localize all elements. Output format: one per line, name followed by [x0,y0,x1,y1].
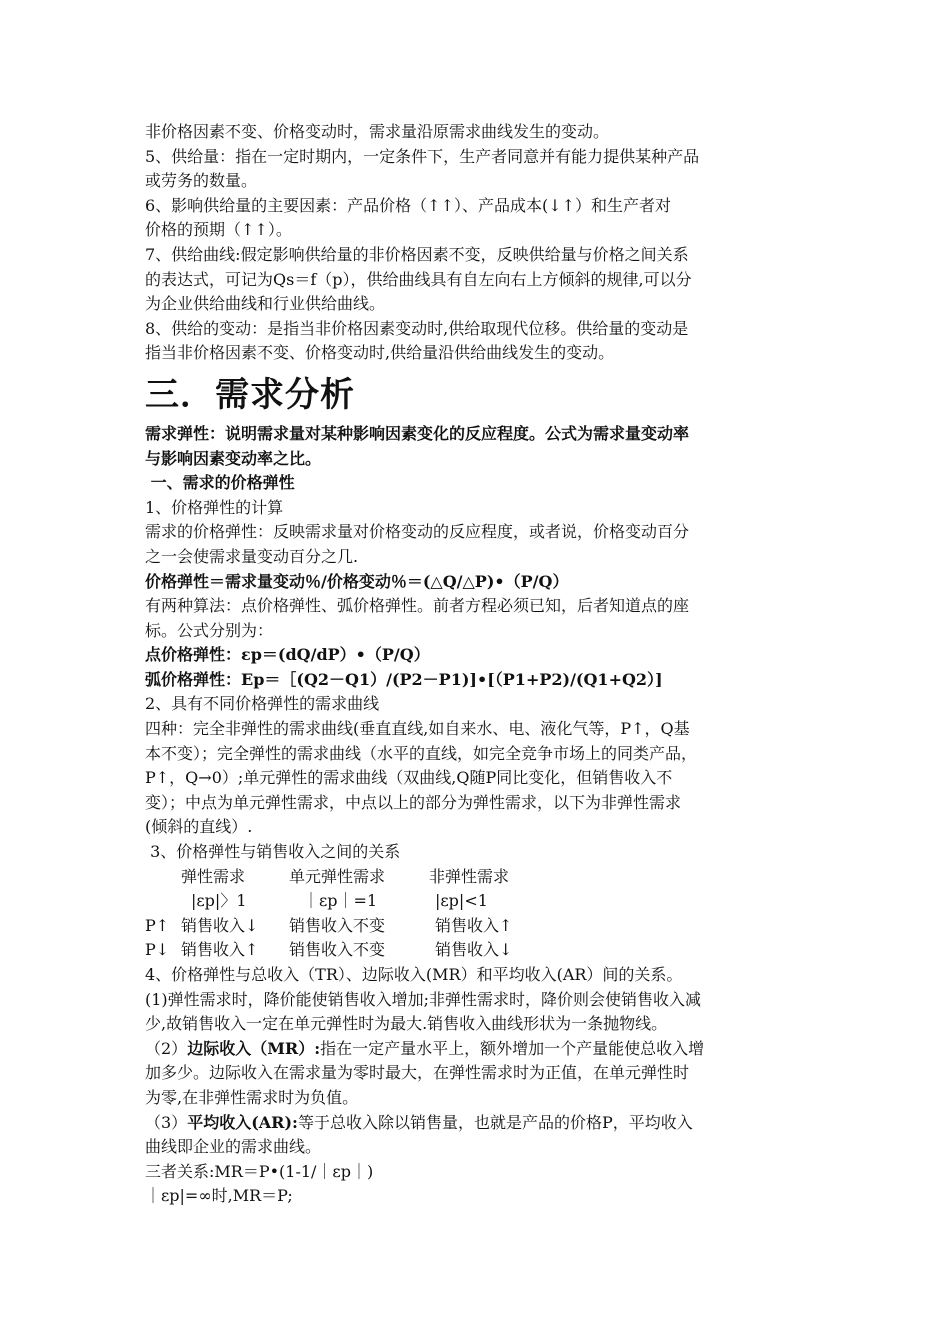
table-row-label: P↓ [145,940,170,960]
term-definition: 指在一定产量水平上，额外增加一个产量能使总收入增 [320,1038,705,1058]
text-line: 非价格因素不变、价格变动时，需求量沿原需求曲线发生的变动。 [145,122,610,141]
table-cell: 销售收入不变 [289,940,386,960]
text-line: 价格的预期（↑↑）。 [145,220,292,240]
text-line [145,1037,815,1062]
table-cell [145,865,181,890]
term-average-revenue: 平均收入(AR): [187,1112,298,1132]
definition-line: 需求弹性：说明需求量对某种影响因素变化的反应程度。公式为需求量变动率 [145,423,690,443]
formula-line: 三者关系:MR＝P•(1-1/｜εp｜) [145,1161,374,1181]
table-row [145,914,559,939]
table-cell: |εp|<1 [435,891,488,911]
table-header-row [145,865,559,890]
subheading: 一、需求的价格弹性 [145,473,295,493]
text-line: 指当非价格因素不变、价格变动时,供给量沿供给曲线发生的变动。 [145,343,615,363]
text-line: 为企业供给曲线和行业供给曲线。 [145,294,386,314]
text-line: 之一会使需求量变动百分之几. [145,546,359,566]
table-row [145,889,559,914]
text-line: 1、价格弹性的计算 [145,497,284,517]
table-cell: 销售收入↑ [181,940,259,960]
table-cell: |εp|〉1 [191,891,247,911]
table-header-cell: 单元弹性需求 [289,866,386,886]
formula-line: 弧价格弹性：Ep＝［(Q2－Q1）/(P2－P1)]•[（P1+P2)/(Q1+Q2）] [145,669,663,689]
table-cell: 销售收入↓ [181,915,259,935]
text-line: 7、供给曲线:假定影响供给量的非价格因素不变，反映供给量与价格之间关系 [145,244,689,264]
section-heading: 三．需求分析 [145,374,355,415]
text-line: 曲线即企业的需求曲线。 [145,1137,322,1157]
text-line: 3、价格弹性与销售收入之间的关系 [145,842,401,862]
item-number: （2） [145,1038,188,1058]
text-line: 4、价格弹性与总收入（TR）、边际收入(MR）和平均收入(AR）间的关系。 [145,965,683,984]
text-line: 6、影响供给量的主要因素：产品价格（↑↑）、产品成本(↓↑）和生产者对 [145,195,672,215]
table-cell: 销售收入↓ [435,940,513,960]
text-line: 5、供给量：指在一定时期内，一定条件下，生产者同意并有能力提供某种产品 [145,146,700,166]
definition-line: 与影响因素变动率之比。 [145,448,322,468]
table-cell: 销售收入↑ [435,915,513,935]
text-line: P↑，Q→0）;单元弹性的需求曲线（双曲线,Q随P同比变化，但销售收入不 [145,768,673,788]
formula-line: 点价格弹性：εp＝(dQ/dP）•（P/Q） [145,645,430,665]
text-line: 需求的价格弹性：反映需求量对价格变动的反应程度，或者说，价格变动百分 [145,522,690,542]
elasticity-revenue-table [145,865,559,963]
table-row-label: P↑ [145,915,170,935]
table-row [145,938,559,963]
table-cell [145,889,181,914]
document-page [145,120,815,1209]
text-line: 8、供给的变动：是指当非价格因素变动时,供给取现代位移。供给量的变动是 [145,318,689,338]
text-line: 为零,在非弹性需求时为负值。 [145,1087,359,1107]
text-line: 2、具有不同价格弹性的需求曲线 [145,694,380,714]
item-number: （3） [145,1112,188,1132]
text-line: 有两种算法：点价格弹性、弧价格弹性。前者方程必须已知，后者知道点的座 [145,596,690,616]
table-header-cell: 非弹性需求 [429,866,510,886]
text-line: 本不变）；完全弹性的需求曲线（水平的直线，如完全竞争市场上的同类产品， [145,743,698,763]
text-line: 加多少。边际收入在需求量为零时最大，在弹性需求时为正值，在单元弹性时 [145,1063,690,1083]
text-line [145,1111,815,1136]
text-line: 变）；中点为单元弹性需求，中点以上的部分为弹性需求，以下为非弹性需求 [145,792,682,812]
text-line: 的表达式，可记为Qs＝f（p），供给曲线具有自左向右上方倾斜的规律,可以分 [145,269,692,289]
text-line: (倾斜的直线）. [145,817,253,837]
table-cell: ｜εp｜=1 [303,891,378,911]
text-line: 少,故销售收入一定在单元弹性时为最大.销售收入曲线形状为一条抛物线。 [145,1014,668,1034]
formula-line: 价格弹性＝需求量变动％/价格变动％＝(△Q/△P)•（P/Q） [145,571,569,591]
text-line: (1)弹性需求时，降价能使销售收入增加;非弹性需求时，降价则会使销售收入减 [145,989,702,1009]
term-definition: 等于总收入除以销售量，也就是产品的价格P，平均收入 [297,1112,693,1132]
text-line: 标。公式分别为： [145,620,274,640]
term-marginal-revenue: 边际收入（MR）: [187,1038,321,1058]
text-line: 或劳务的数量。 [145,171,258,191]
text-line: 四种：完全非弹性的需求曲线(垂直直线,如自来水、电、液化气等，P↑，Q基 [145,719,690,739]
table-cell: 销售收入不变 [289,915,386,935]
table-header-cell: 弹性需求 [181,866,246,886]
formula-line: ｜εp|=∞时,MR＝P; [145,1186,293,1206]
